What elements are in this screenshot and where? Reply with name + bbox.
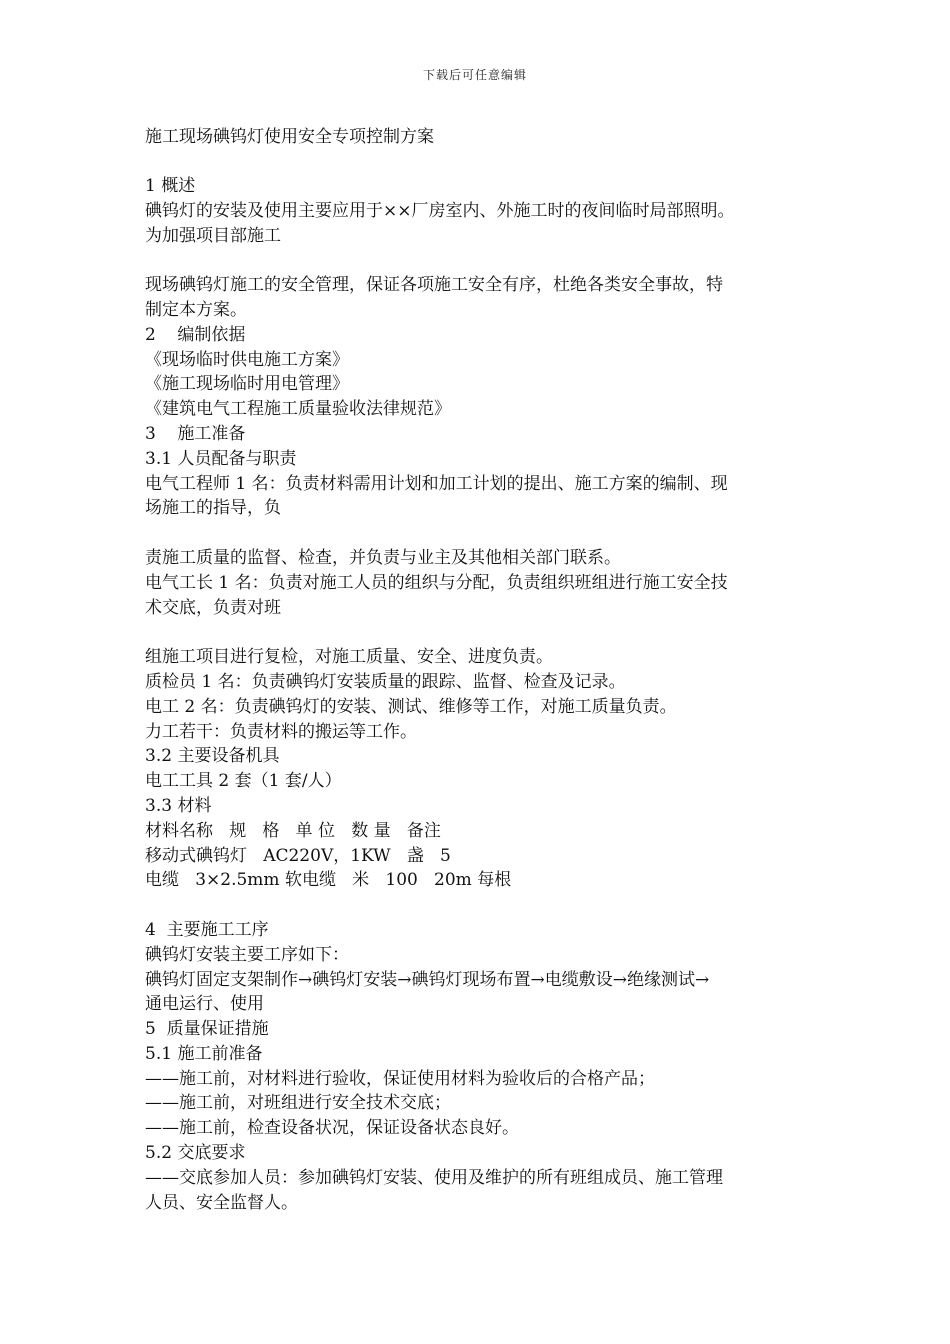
body-line: 责施工质量的监督、检查，并负责与业主及其他相关部门联系。 [145,547,621,568]
body-line: 场施工的指导，负 [145,498,281,519]
body-line: 1 概述 [145,176,196,196]
body-line: 碘钨灯固定支架制作→碘钨灯安装→碘钨灯现场布置→电缆敷设→绝缘测试→ [145,969,710,990]
body-line: ——交底参加人员：参加碘钨灯安装、使用及维护的所有班组成员、施工管理 [145,1167,723,1188]
body-line: 5.1 施工前准备 [145,1043,263,1064]
body-line: 组施工项目进行复检，对施工质量、安全、进度负责。 [145,647,553,668]
body-line: ——施工前，对材料进行验收，保证使用材料为验收后的合格产品； [145,1068,655,1089]
body-line: 制定本方案。 [145,299,247,320]
blank-line [145,893,815,918]
body-line: 电工 2 名：负责碘钨灯的安装、测试、维修等工作，对施工质量负责。 [145,696,677,717]
body-line: 人员、安全监督人。 [145,1192,298,1213]
body-line: 2 编制依据 [145,324,246,345]
body-line: 为加强项目部施工 [145,225,281,246]
body-line: 《建筑电气工程施工质量验收法律规范》 [145,399,451,420]
body-line: 3.2 主要设备机具 [145,746,280,767]
blank-line [145,620,815,645]
body-line: 5 质量保证措施 [145,1019,269,1040]
body-line: 质检员 1 名：负责碘钨灯安装质量的跟踪、监督、检查及记录。 [145,671,626,692]
body-line: 电气工程师 1 名：负责材料需用计划和加工计划的提出、施工方案的编制、现 [145,473,728,494]
blank-line [145,521,815,546]
body-line: 5.2 交底要求 [145,1143,246,1164]
body-line: 电工工具 2 套（1 套/人） [145,771,342,792]
body-line: 电缆 3×2.5mm 软电缆 米 100 20m 每根 [145,870,512,891]
body-line: 3 施工准备 [145,423,246,444]
body-line: ——施工前，检查设备状况，保证设备状态良好。 [145,1118,519,1139]
body-line: 术交底，负责对班 [145,597,281,618]
document-title: 施工现场碘钨灯使用安全专项控制方案 [145,127,434,147]
body-line: 力工若干：负责材料的搬运等工作。 [145,721,417,742]
document-body [145,174,815,1215]
body-line: 4 主要施工工序 [145,919,269,940]
body-line: 3.3 材料 [145,795,212,816]
body-line: 电气工长 1 名：负责对施工人员的组织与分配，负责组织班组进行施工安全技 [145,572,728,593]
body-line: 通电运行、使用 [145,994,264,1015]
body-line: 现场碘钨灯施工的安全管理，保证各项施工安全有序，杜绝各类安全事故，特 [145,275,723,296]
body-line: ——施工前，对班组进行安全技术交底； [145,1093,451,1114]
body-line: 碘钨灯安装主要工序如下： [145,944,349,965]
page-header: 下载后可任意编辑 [422,68,527,82]
body-line: 移动式碘钨灯 AC220V，1KW 盏 5 [145,845,451,866]
blank-line [145,248,815,273]
body-line: 碘钨灯的安装及使用主要应用于××厂房室内、外施工时的夜间临时局部照明。 [145,200,735,221]
body-line: 《现场临时供电施工方案》 [145,349,349,370]
body-line: 材料名称 规 格 单 位 数 量 备注 [145,820,441,841]
body-line: 《施工现场临时用电管理》 [145,374,349,395]
body-line: 3.1 人员配备与职责 [145,448,297,469]
